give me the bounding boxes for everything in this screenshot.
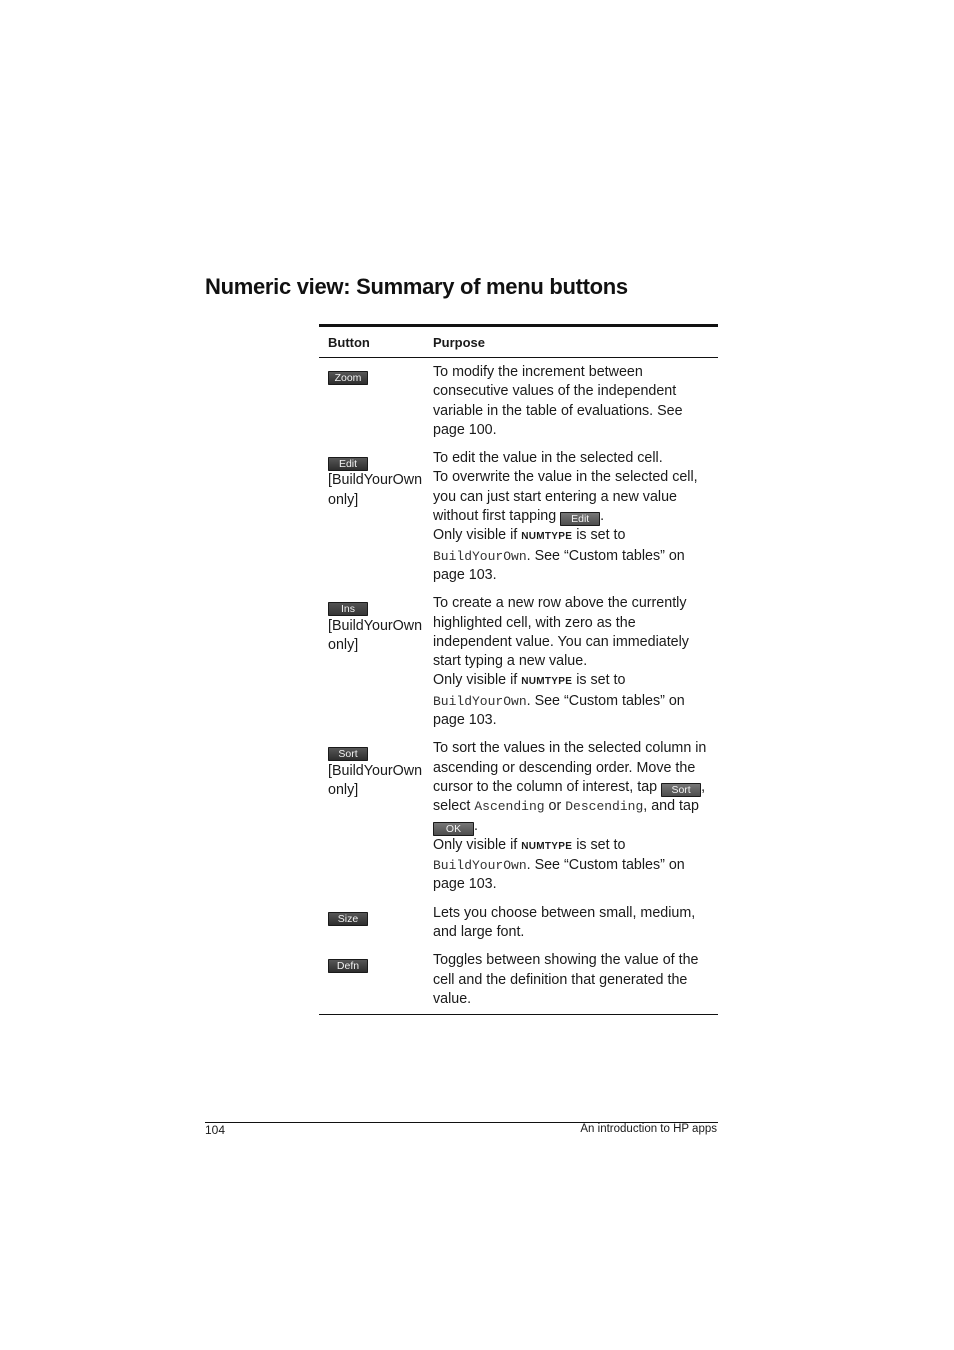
running-footer: An introduction to HP apps: [580, 1123, 717, 1135]
purpose-text: Only visible if: [433, 672, 518, 689]
cross-reference: . See “Custom tables” on page 103.: [433, 547, 685, 583]
purpose-text: To overwrite the value in the selected cell, you can just start entering a new value without first tapping: [433, 469, 698, 525]
row-purpose: Toggles between showing the value of the cell and the definition that generated the value.: [433, 952, 699, 1007]
purpose-text: is set to: [576, 527, 626, 544]
punctuation: .: [474, 817, 478, 834]
row-purpose: [433, 594, 718, 730]
setting-name: NUMTYPE: [521, 676, 573, 688]
row-purpose: To modify the increment between consecutive values of the independent variable in the table of evaluations. See page 100.: [433, 364, 683, 438]
column-header-purpose: Purpose: [433, 334, 486, 350]
setting-name: NUMTYPE: [521, 531, 573, 543]
setting-value: BuildYourOwn: [433, 858, 527, 874]
ok-key-icon: OK: [433, 822, 474, 836]
purpose-text: is set to: [576, 836, 626, 853]
purpose-text: is set to: [576, 672, 626, 689]
setting-name: NUMTYPE: [521, 840, 573, 852]
table-header: [319, 324, 718, 358]
row-button-note: [BuildYourOwn only]: [328, 762, 423, 798]
ins-key-icon: Ins: [328, 602, 368, 616]
purpose-text: or: [548, 798, 562, 815]
sort-key-icon: Sort: [661, 783, 701, 797]
table-row: [319, 358, 718, 440]
cross-reference: . See “Custom tables” on page 103.: [433, 857, 685, 893]
zoom-key-icon: Zoom: [328, 371, 368, 385]
page-heading: Numeric view: Summary of menu buttons: [205, 274, 628, 299]
page-number: 104: [205, 1123, 226, 1137]
menu-buttons-table: [319, 324, 718, 1015]
option-descending: Descending: [565, 799, 644, 815]
column-header-button: Button: [328, 334, 370, 350]
setting-value: BuildYourOwn: [433, 693, 527, 709]
purpose-text: To create a new row above the currently highlighted cell, with zero as the independent value. You can immediately start typing a new value.: [433, 595, 689, 670]
cross-reference: . See “Custom tables” on page 103.: [433, 692, 685, 729]
punctuation: .: [600, 508, 605, 525]
purpose-text: Only visible if: [433, 836, 518, 853]
row-purpose: [433, 449, 718, 585]
table-row: [319, 440, 718, 585]
table-row: [319, 895, 718, 943]
purpose-text: To sort the values in the selected column in ascending or descending order. Move the cursor to the column of interest, tap: [433, 740, 707, 795]
purpose-text: , select: [433, 778, 706, 815]
size-key-icon: Size: [328, 912, 368, 926]
row-purpose: Lets you choose between small, medium, and large font.: [433, 904, 696, 941]
purpose-text: , and tap: [643, 798, 699, 815]
sort-key-icon: Sort: [328, 747, 368, 761]
row-button-note: [BuildYourOwn only]: [328, 617, 423, 653]
row-button-note: [BuildYourOwn only]: [328, 472, 423, 508]
purpose-text: Only visible if: [433, 527, 518, 544]
setting-value: BuildYourOwn: [433, 548, 527, 564]
row-purpose: [433, 739, 718, 894]
purpose-text: To edit the value in the selected cell.: [433, 450, 663, 467]
table-row: [319, 585, 718, 730]
edit-key-icon: Edit: [328, 457, 368, 471]
table-row: [319, 942, 718, 1015]
table-row: [319, 730, 718, 894]
edit-key-icon: Edit: [560, 512, 600, 526]
option-ascending: Ascending: [474, 799, 545, 815]
defn-key-icon: Defn: [328, 959, 368, 973]
